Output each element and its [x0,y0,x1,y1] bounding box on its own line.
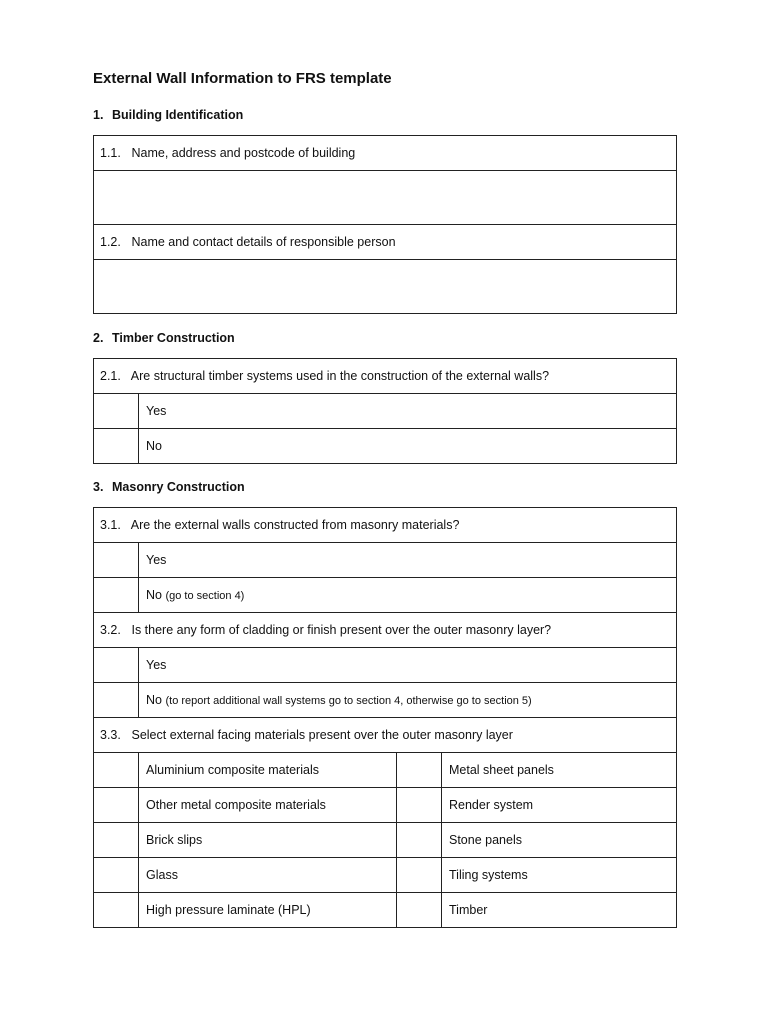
question-3-2 [94,613,677,648]
option-note: (go to section 4) [165,590,245,602]
question-text: Name and contact details of responsible person [131,235,396,249]
material-label: Timber [442,893,677,928]
material-label: Metal sheet panels [442,753,677,788]
timber-no-label: No [139,429,677,464]
section-title: Timber Construction [112,331,235,345]
cladding-yes-label: Yes [139,648,677,683]
question-text: Are structural timber systems used in the construction of the external walls? [130,369,550,383]
section-title: Building Identification [112,108,244,122]
section-number: 3. [93,480,104,494]
responsible-person-field[interactable] [94,260,677,314]
section-2-heading [93,331,235,345]
material-label: Tiling systems [442,858,677,893]
material-label: Stone panels [442,823,677,858]
masonry-yes-checkbox[interactable] [94,543,139,578]
timber-checkbox[interactable] [397,893,442,928]
cladding-no-option [139,683,677,718]
question-number: 3.3. [100,728,121,742]
option-label: No [146,588,162,602]
masonry-no-checkbox[interactable] [94,578,139,613]
material-label: Render system [442,788,677,823]
cladding-no-checkbox[interactable] [94,683,139,718]
answer-row [94,260,677,314]
answer-row [94,171,677,225]
question-number: 3.2. [100,623,121,637]
question-row [94,136,677,171]
question-number: 3.1. [100,518,121,532]
material-label: Glass [139,858,397,893]
material-label: Aluminium composite materials [139,753,397,788]
material-label: Other metal composite materials [139,788,397,823]
render-system-checkbox[interactable] [397,788,442,823]
section-number: 1. [93,108,104,122]
material-row [94,788,677,823]
question-2-1 [94,359,677,394]
aluminium-composite-checkbox[interactable] [94,753,139,788]
question-1-1 [94,136,677,171]
page-title: External Wall Information to FRS template [93,70,392,87]
brick-slips-checkbox[interactable] [94,823,139,858]
metal-sheet-panels-checkbox[interactable] [397,753,442,788]
question-text: Is there any form of cladding or finish present over the outer masonry layer? [131,623,552,637]
question-1-2 [94,225,677,260]
building-identification-table [93,135,677,314]
other-metal-composite-checkbox[interactable] [94,788,139,823]
material-row [94,858,677,893]
material-row [94,893,677,928]
question-number: 2.1. [100,369,121,383]
masonry-no-option [139,578,677,613]
section-title: Masonry Construction [112,480,245,494]
building-address-field[interactable] [94,171,677,225]
masonry-construction-table [93,507,677,928]
question-text: Name, address and postcode of building [131,146,356,160]
question-number: 1.1. [100,146,121,160]
section-3-heading [93,480,245,494]
stone-panels-checkbox[interactable] [397,823,442,858]
hpl-checkbox[interactable] [94,893,139,928]
material-row [94,823,677,858]
material-label: High pressure laminate (HPL) [139,893,397,928]
question-row [94,225,677,260]
material-row [94,753,677,788]
tiling-systems-checkbox[interactable] [397,858,442,893]
cladding-yes-checkbox[interactable] [94,648,139,683]
timber-no-checkbox[interactable] [94,429,139,464]
question-text: Select external facing materials present over the outer masonry layer [131,728,513,742]
timber-construction-table [93,358,677,464]
timber-yes-checkbox[interactable] [94,394,139,429]
option-note: (to report additional wall systems go to section 4, otherwise go to section 5) [165,695,532,707]
question-text: Are the external walls constructed from masonry materials? [130,518,460,532]
option-label: No [146,693,162,707]
section-number: 2. [93,331,104,345]
masonry-yes-label: Yes [139,543,677,578]
material-label: Brick slips [139,823,397,858]
section-1-heading [93,108,243,122]
timber-yes-label: Yes [139,394,677,429]
glass-checkbox[interactable] [94,858,139,893]
question-3-3 [94,718,677,753]
question-3-1 [94,508,677,543]
question-number: 1.2. [100,235,121,249]
